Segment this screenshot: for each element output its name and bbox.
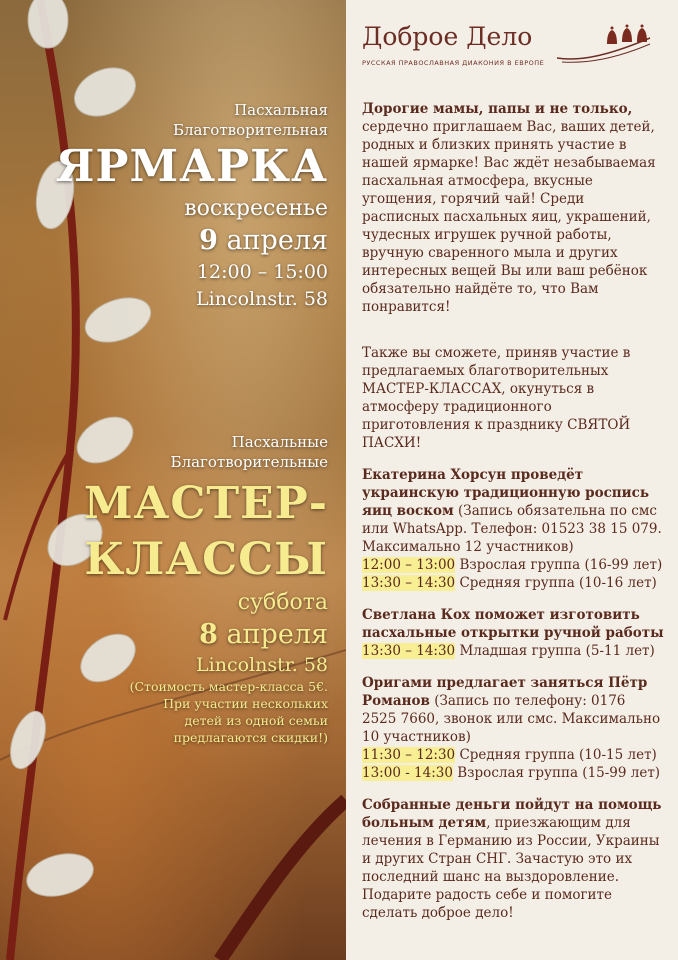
- class1-slot: [362, 556, 664, 574]
- class3-slot: [362, 746, 664, 764]
- slot-group: Взрослая группа (16-99 лет): [455, 557, 663, 573]
- closing-lead: Собранные деньги пойдут на помощь больным детям: [362, 797, 662, 831]
- slot-group: Средняя группа (10-15 лет): [455, 747, 657, 763]
- class3-slot: [362, 764, 664, 782]
- class1-paragraph: [362, 466, 664, 592]
- text-panel: [346, 0, 678, 960]
- slot-group: Взрослая группа (15-99 лет): [452, 765, 661, 781]
- intro-greeting: Дорогие мамы, папы и не только,: [362, 101, 633, 117]
- class3-rest: (Запись по телефону: 0176 2525 7660, звонок или смс. Максимально 10 участников): [362, 693, 661, 745]
- slot-group: Младшая группа (5-11 лет): [455, 643, 655, 659]
- logo-subtitle: РУССКАЯ ПРАВОСЛАВНАЯ ДИАКОНИЯ В ЕВРОПЕ: [362, 59, 545, 67]
- fair-line1: Пасхальная: [234, 101, 328, 119]
- master-title1: МАСТЕР-: [83, 478, 328, 529]
- master-line2: Благотворительные: [170, 453, 328, 471]
- master-address: Lincolnstr. 58: [196, 654, 328, 676]
- fair-date-month: апреля: [217, 225, 328, 256]
- master-date-month: апреля: [217, 619, 328, 650]
- bells-icon: [552, 24, 652, 64]
- fair-line2: Благотворительная: [172, 121, 328, 139]
- slot-time: 13:30 – 14:30: [362, 575, 456, 591]
- fair-address: Lincolnstr. 58: [196, 288, 328, 310]
- logo: [362, 22, 664, 82]
- class2-paragraph: [362, 606, 664, 660]
- intro-text: сердечно приглашаем Вас, ваших детей, родных и близких принять участие в нашей ярмарке! Вас ждёт незабываемая пасхальная атмосфера, вкусные угощения, горячий чай! Среди расписных пасхальных яиц, украшений, чудесных игрушек ручной работы, вручную сваренного мыла и других интересных вещей Вы или ваш ребёнок обязательно найдёте то, что Вам понравится!: [362, 119, 656, 315]
- fair-time: 12:00 – 15:00: [196, 261, 328, 283]
- slot-time: 13:30 – 14:30: [362, 643, 456, 659]
- class2-lead: Светлана Кох поможет изготовить пасхальные открытки ручной работы: [362, 607, 664, 641]
- fair-title: ЯРМАРКА: [55, 141, 328, 192]
- master-line1: Пасхальные: [231, 433, 328, 451]
- logo-title: Доброе Дело: [362, 22, 533, 51]
- class1-slot: [362, 574, 664, 592]
- master-block: [84, 432, 328, 746]
- class1-lead: Екатерина Хорсун проведёт украинскую традиционную роспись яиц воском: [362, 467, 650, 519]
- master-note3: детей из одной семьи: [184, 713, 328, 728]
- slot-time: 12:00 – 13:00: [362, 557, 456, 573]
- fair-date-num: 9: [199, 225, 218, 256]
- logo-text: [362, 22, 544, 72]
- closing-paragraph: [362, 796, 664, 922]
- also-paragraph: Также вы сможете, приняв участие в предлагаемых благотворительных МАСТЕР-КЛАССАХ, окунуться в атмосферу традиционного приготовления к празднику СВЯТОЙ ПАСХИ!: [362, 345, 631, 451]
- master-title2: КЛАССЫ: [84, 534, 328, 585]
- master-day: суббота: [237, 590, 328, 615]
- fair-day: воскресенье: [184, 196, 328, 221]
- slot-time: 11:30 – 12:30: [362, 747, 456, 763]
- fair-block: [56, 100, 328, 312]
- class3-lead: Оригами предлагает заняться Пётр Романов: [362, 675, 648, 709]
- intro-paragraph: [362, 100, 664, 316]
- closing-rest: , приезжающим для лечения в Германию из России, Украины и других Стран СНГ. Зачастую это их последний шанс на выздоровление. Подарите радость себе и помогите сделать доброе дело!: [362, 815, 660, 921]
- master-note4: предлагаются скидки!): [173, 730, 328, 745]
- master-date: [84, 618, 328, 652]
- fair-date: [56, 224, 328, 258]
- class3-paragraph: [362, 674, 664, 782]
- master-date-num: 8: [199, 619, 218, 650]
- slot-group: Средняя группа (10-16 лет): [455, 575, 657, 591]
- class1-rest: (Запись обязательна по смс или WhatsApp. Телефон: 01523 38 15 079. Максимально 12 участников): [362, 503, 662, 555]
- class2-slot: [362, 642, 664, 660]
- master-note2: При участии нескольких: [163, 696, 328, 711]
- slot-time: 13:00 - 14:30: [362, 765, 453, 781]
- master-note1: (Стоимость мастер-класса 5€.: [129, 679, 328, 694]
